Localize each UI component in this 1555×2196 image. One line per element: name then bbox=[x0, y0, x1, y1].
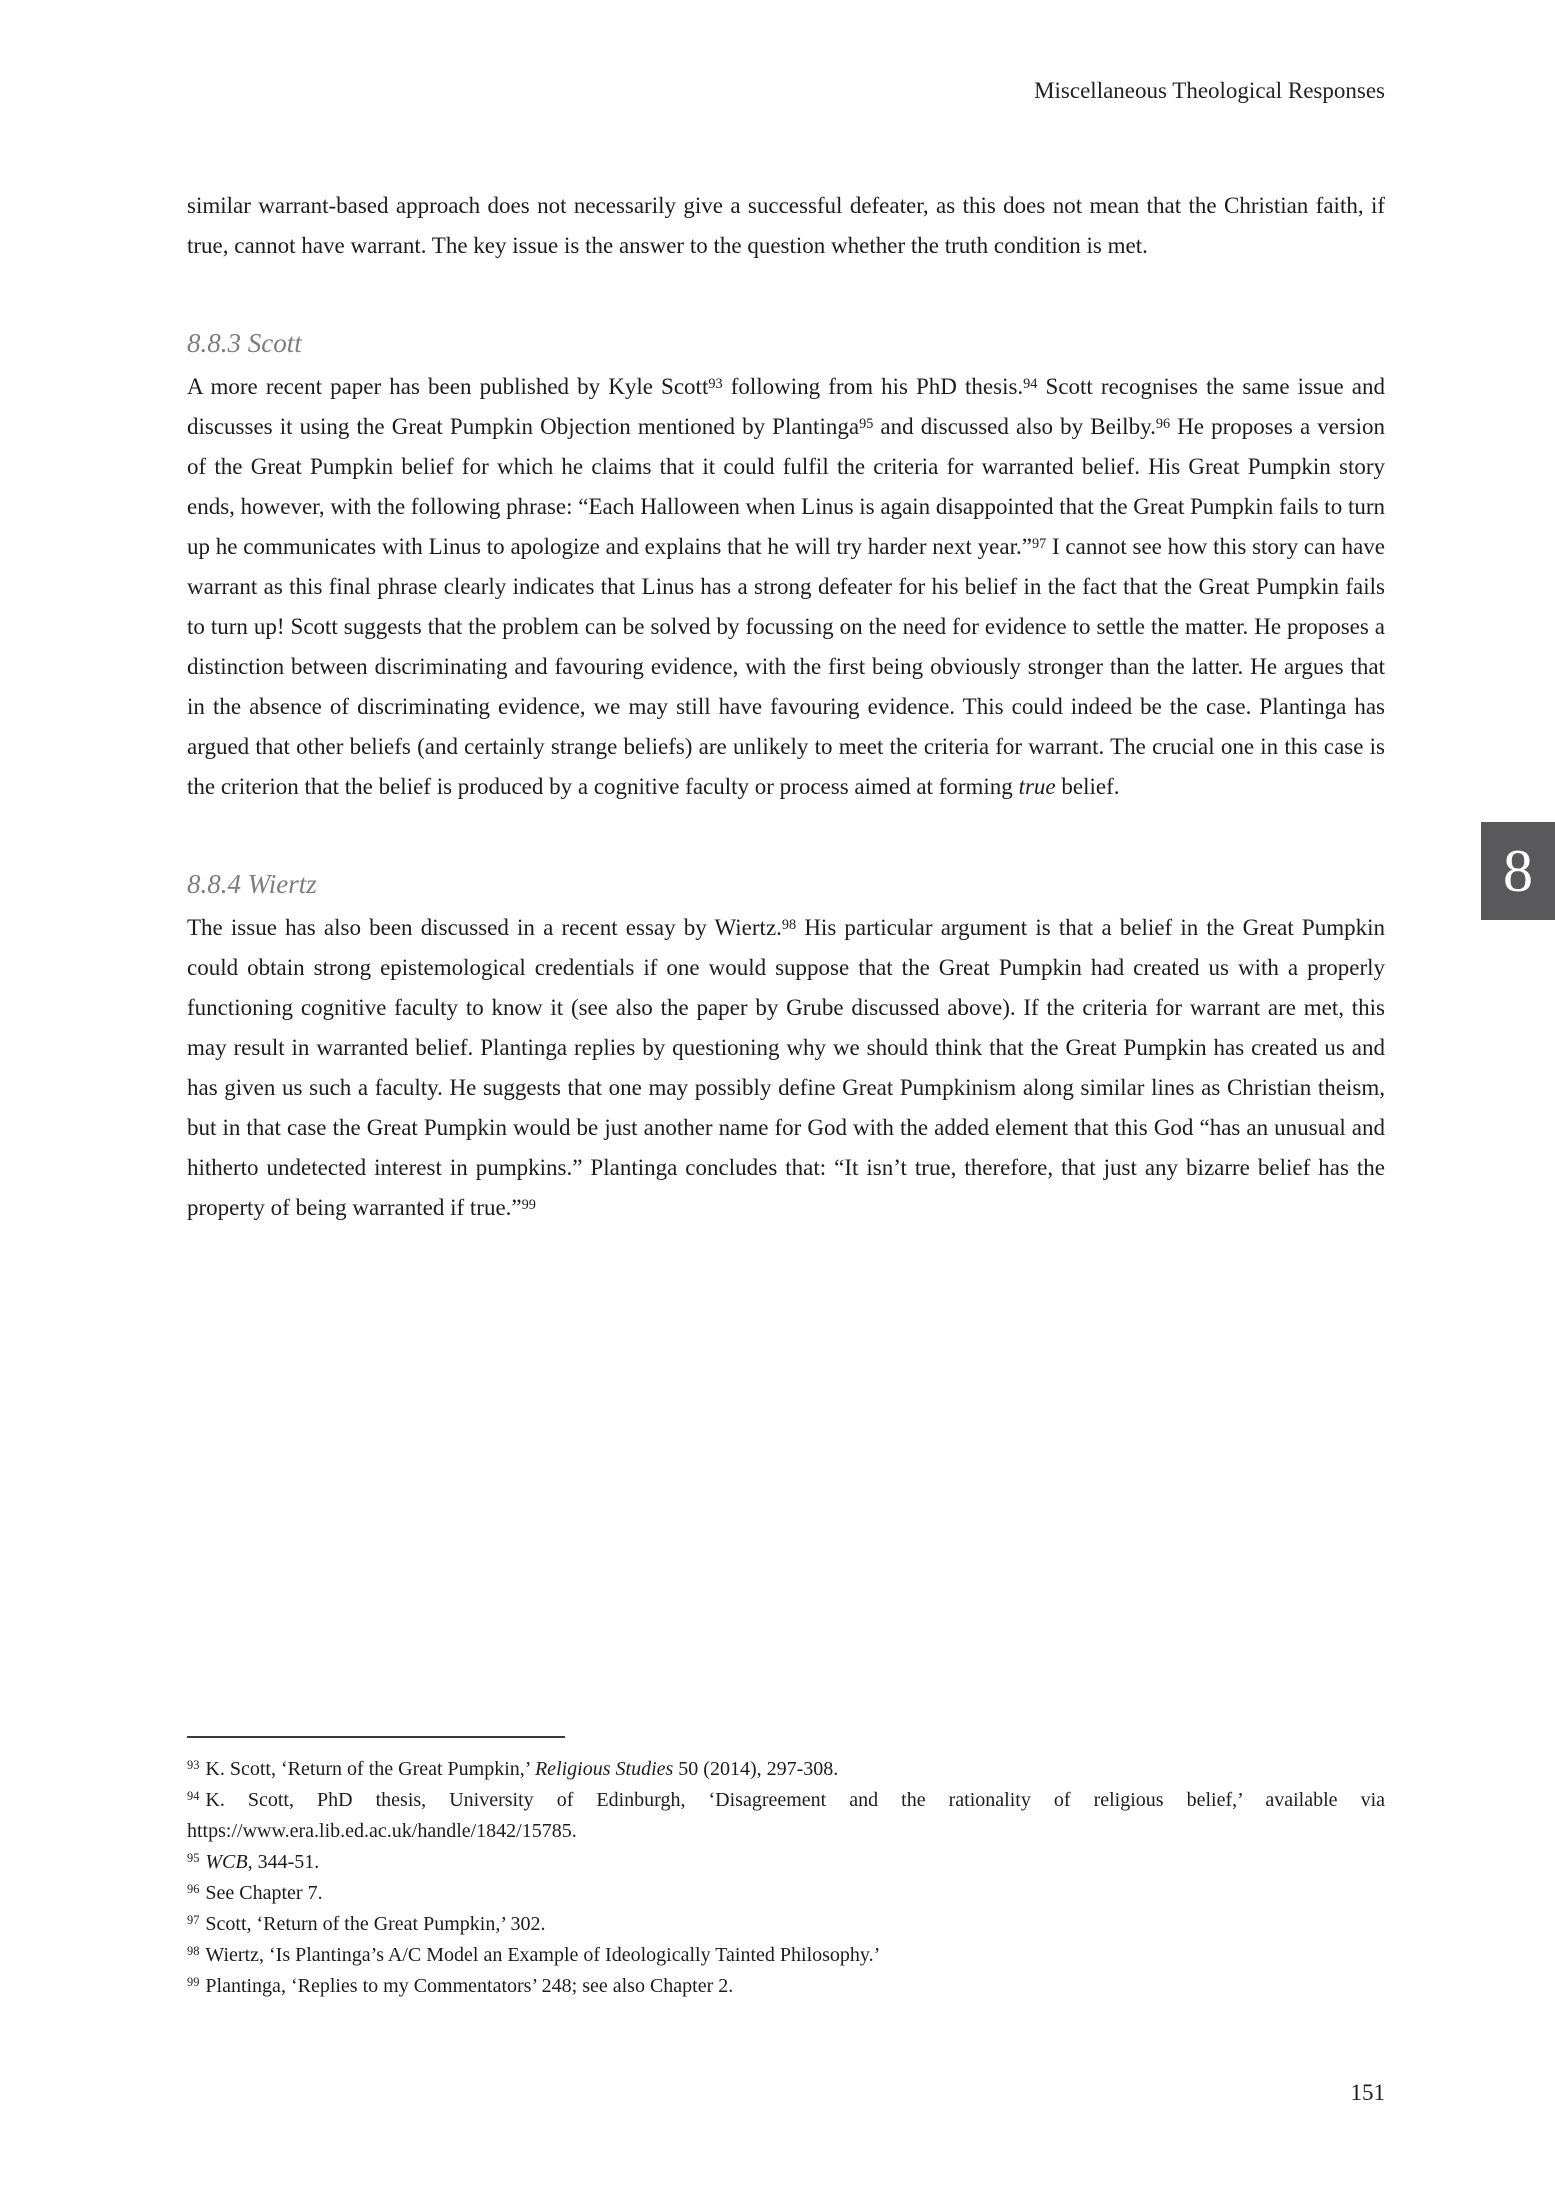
page-number: 151 bbox=[1350, 2080, 1385, 2105]
footnote-divider bbox=[187, 1736, 565, 1738]
footnote-93-number: 93 bbox=[187, 1758, 200, 1773]
footnote-98 bbox=[187, 1940, 1385, 1971]
footnotes-block bbox=[187, 1736, 1385, 2002]
footnote-95-text: WCB, 344-51. bbox=[205, 1851, 320, 1873]
section-8-8-4-paragraph: The issue has also been discussed in a recent essay by Wiertz.$^{98}$ His particular argument is that a belief in the Great Pumpkin could obtain strong epistemological credentials if one would suppose that the Great Pumpkin had created us with a properly functioning cognitive faculty to know it (see also the paper by Grube discussed above). If the criteria for warrant are met, this may result in warranted belief. Plantinga replies by questioning why we should think that the Great Pumpkin has created us and has given us such a faculty. He suggests that one may possibly define Great Pumpkinism along similar lines as Christian theism, but in that case the Great Pumpkin would be just another name for God with the added element that this God “has an unusual and hitherto undetected interest in pumpkins.” Plantinga concludes that: “It isn’t true, therefore, that just any bizarre belief has the property of being warranted if true.”$^{99}$ bbox=[187, 915, 1385, 1220]
footnote-98-number: 98 bbox=[187, 1944, 200, 1959]
running-head: Miscellaneous Theological Responses bbox=[1034, 78, 1385, 103]
footnote-95 bbox=[187, 1847, 1385, 1878]
section-heading-8-8-4: 8.8.4 Wiertz bbox=[187, 869, 317, 899]
footnote-94 bbox=[187, 1785, 1385, 1847]
text-column bbox=[187, 78, 1385, 1228]
footnote-96-text: See Chapter 7. bbox=[205, 1882, 323, 1904]
footnote-95-number: 95 bbox=[187, 1851, 200, 1866]
footnote-97-number: 97 bbox=[187, 1913, 200, 1928]
footnote-99-text: Plantinga, ‘Replies to my Commentators’ 248; see also Chapter 2. bbox=[205, 1975, 734, 1997]
intro-paragraph: similar warrant-based approach does not necessarily give a successful defeater, as this does not mean that the Christian faith, if true, cannot have warrant. The key issue is the answer to the question whether the truth condition is met. bbox=[187, 193, 1385, 258]
footnote-97-text: Scott, ‘Return of the Great Pumpkin,’ 302. bbox=[205, 1913, 546, 1935]
footnote-94-text: K. Scott, PhD thesis, University of Edinburgh, ‘Disagreement and the rationality of religious belief,’ available via https://www.era.lib.ed.ac.uk/handle/1842/15785. bbox=[187, 1789, 1385, 1842]
footnote-99-number: 99 bbox=[187, 1975, 200, 1990]
chapter-number: 8 bbox=[1503, 837, 1533, 904]
section-heading-8-8-3: 8.8.3 Scott bbox=[187, 328, 302, 358]
footnote-98-text: Wiertz, ‘Is Plantinga’s A/C Model an Example of Ideologically Tainted Philosophy.’ bbox=[205, 1944, 881, 1966]
footnote-93 bbox=[187, 1754, 1385, 1785]
footnote-94-number: 94 bbox=[187, 1789, 200, 1804]
footnote-93-text: K. Scott, ‘Return of the Great Pumpkin,’ Religious Studies 50 (2014), 297-308. bbox=[205, 1758, 839, 1780]
footnote-99 bbox=[187, 1971, 1385, 2002]
section-8-8-3-paragraph: A more recent paper has been published by Kyle Scott$^{93}$ following from his PhD thesis.$^{94}$ Scott recognises the same issue and discusses it using the Great Pumpkin Objection mentioned by Plantinga$^{95}$ and discussed also by Beilby.$^{96}$ He proposes a version of the Great Pumpkin belief for which he claims that it could fulfil the criteria for warranted belief. His Great Pumpkin story ends, however, with the following phrase: “Each Halloween when Linus is again disappointed that the Great Pumpkin fails to turn up he communicates with Linus to apologize and explains that he will try harder next year.”$^{97}$ I cannot see how this story can have warrant as this final phrase clearly indicates that Linus has a strong defeater for his belief in the fact that the Great Pumpkin fails to turn up! Scott suggests that the problem can be solved by focussing on the need for evidence to settle the matter. He proposes a distinction between discriminating and favouring evidence, with the first being obviously stronger than the latter. He argues that in the absence of discriminating evidence, we may still have favouring evidence. This could indeed be the case. Plantinga has argued that other beliefs (and certainly strange beliefs) are unlikely to meet the criteria for warrant. The crucial one in this case is the criterion that the belief is produced by a cognitive faculty or process aimed at forming true belief. bbox=[187, 374, 1385, 799]
footnote-96-number: 96 bbox=[187, 1882, 200, 1897]
footnote-97 bbox=[187, 1909, 1385, 1940]
footnote-96 bbox=[187, 1878, 1385, 1909]
chapter-tab bbox=[1481, 822, 1555, 920]
